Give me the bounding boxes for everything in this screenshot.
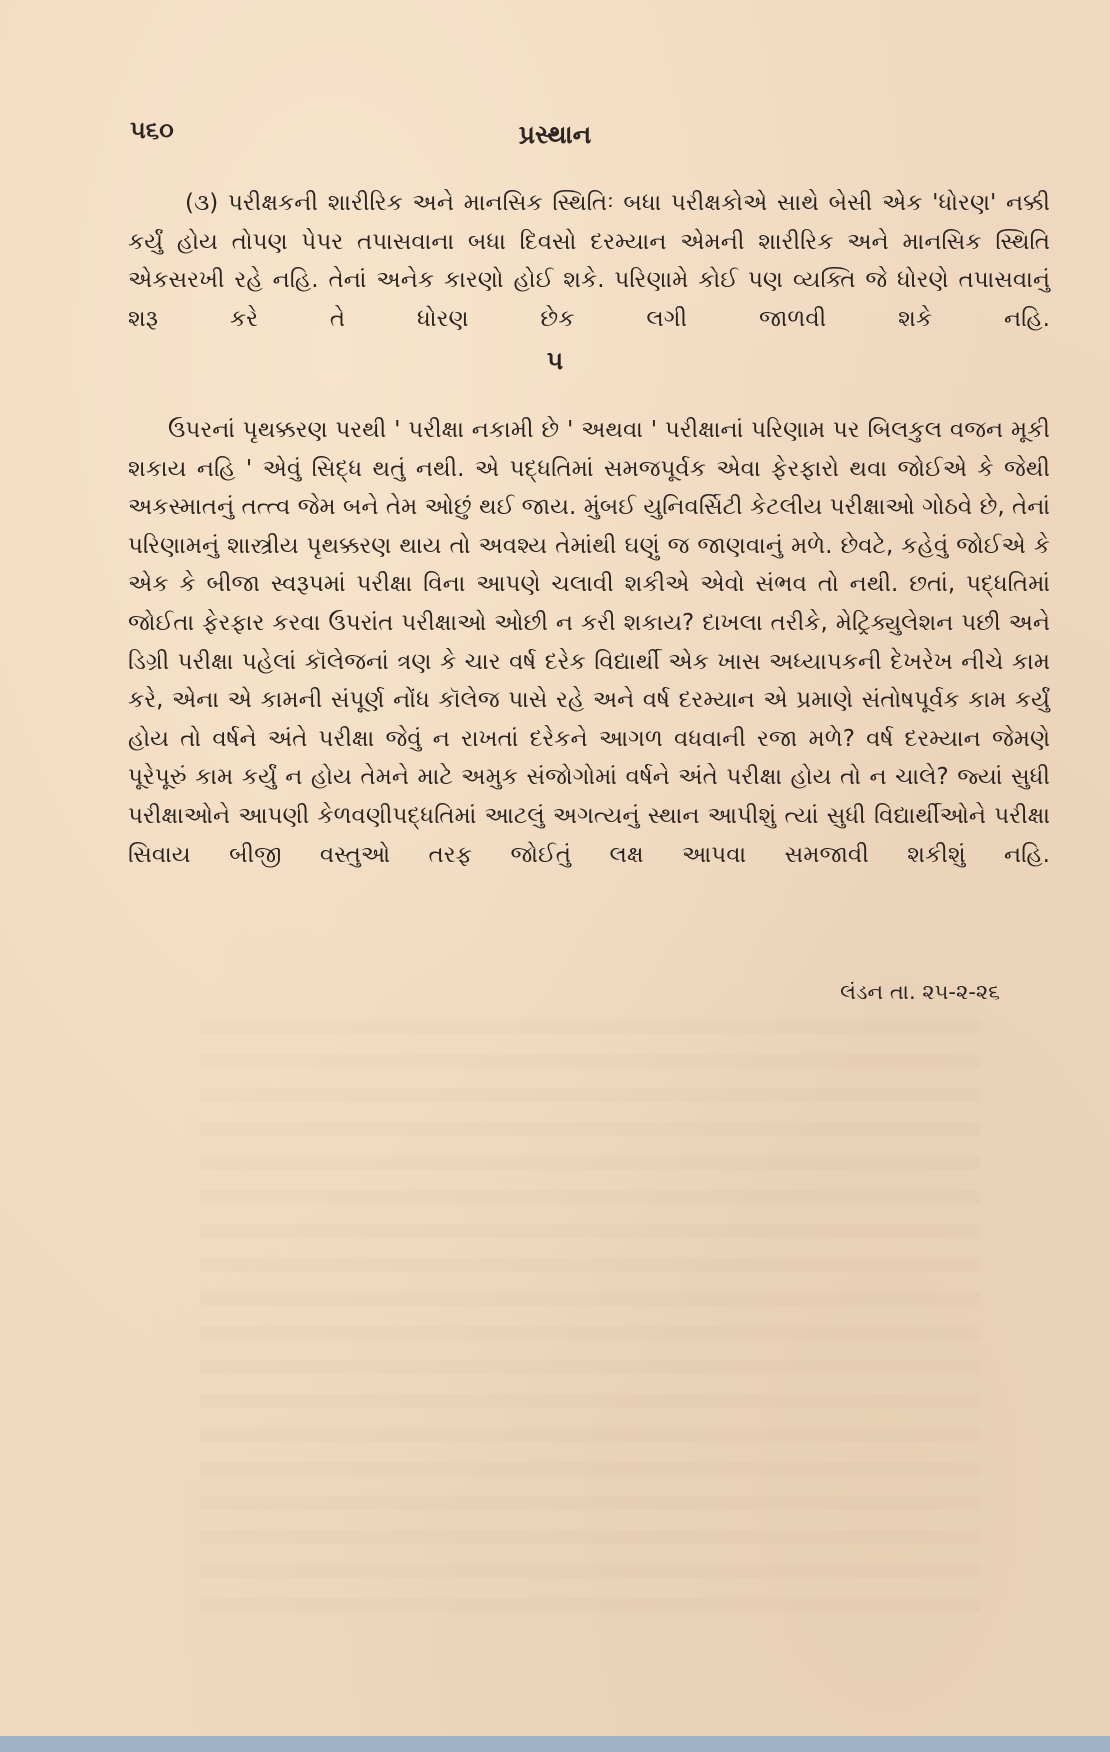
running-title: પ્રસ્થાન [518, 120, 592, 149]
section-number: ૫ [546, 346, 564, 375]
page-header [0, 112, 1110, 152]
scan-edge-strip [0, 1736, 1110, 1752]
paragraph-examiner-condition: (૩) પરીક્ષકની શારીરિક અને માનસિક સ્થિતિઃ બધા પરીક્ષકોએ સાથે બેસી એક 'ધોરણ' નક્કી કર્યું હોય તોપણ પેપર તપાસવાના બધા દિવસો દરમ્યાન એમની શારીરિક અને માનસિક સ્થિતિ એકસરખી રહે નહિ. તેનાં અનેક કારણો હોઈ શકે. પરિણામે કોઈ પણ વ્યક્તિ જે ધોરણે તપાસવાનું શરૂ કરે તે ધોરણ છેક લગી જાળવી શકે નહિ. [128, 190, 1050, 332]
page-number: ૫૬૦ [130, 116, 174, 144]
paragraph-conclusion: ઉપરનાં પૃથક્કરણ પરથી ' પરીક્ષા નકામી છે ' અથવા ' પરીક્ષાનાં પરિણામ પર બિલકુલ વજન મૂકી શકાય નહિ ' એવું સિદ્ધ થતું નથી. એ પદ્ધતિમાં સમજપૂર્વક એવા ફેરફારો થવા જોઈએ કે જેથી અકસ્માતનું તત્ત્વ જેમ બને તેમ ઓછું થઈ જાય. મુંબઈ યુનિવર્સિટી કેટલીય પરીક્ષાઓ ગોઠવે છે, તેનાં પરિણામનું શાસ્ત્રીય પૃથક્કરણ થાય તો અવશ્ય તેમાંથી ઘણું જ જાણવાનું મળે. છેવટે, કહેવું જોઈએ કે એક કે બીજા સ્વરૂપમાં પરીક્ષા વિના આપણે ચલાવી શકીએ એવો સંભવ તો નથી. છતાં, પદ્ધતિમાં જોઈતા ફેરફાર કરવા ઉપરાંત પરીક્ષાઓ ઓછી ન કરી શકાય? દાખલા તરીકે, મેટ્રિક્યુલેશન પછી અને ડિગ્રી પરીક્ષા પહેલાં કૉલેજનાં ત્રણ કે ચાર વર્ષ દરેક વિદ્યાર્થી એક ખાસ અધ્યાપકની દેખરેખ નીચે કામ કરે, એના એ કામની સંપૂર્ણ નોંધ કૉલેજ પાસે રહે અને વર્ષ દરમ્યાન એ પ્રમાણે સંતોષપૂર્વક કામ કર્યું હોય તો વર્ષને અંતે પરીક્ષા જેવું ન રાખતાં દરેકને આગળ વધવાની રજા મળે? વર્ષ દરમ્યાન જેમણે પૂરેપૂરું કામ કર્યું ન હોય તેમને માટે અમુક સંજોગોમાં વર્ષને અંતે પરીક્ષા હોય તો ન ચાલે? જ્યાં સુધી પરીક્ષાઓને આપણી કેળવણીપદ્ધતિમાં આટલું અગત્યનું સ્થાન આપીશું ત્યાં સુધી વિદ્યાર્થીઓને પરીક્ષા સિવાય બીજી વસ્તુઓ તરફ જોઈતું લક્ષ આપવા સમજાવી શકીશું નહિ. [128, 417, 1050, 868]
show-through-texture [200, 1020, 980, 1620]
place-date-signoff: લંડન તા. ૨૫-૨-૨૬ [840, 980, 1000, 1004]
